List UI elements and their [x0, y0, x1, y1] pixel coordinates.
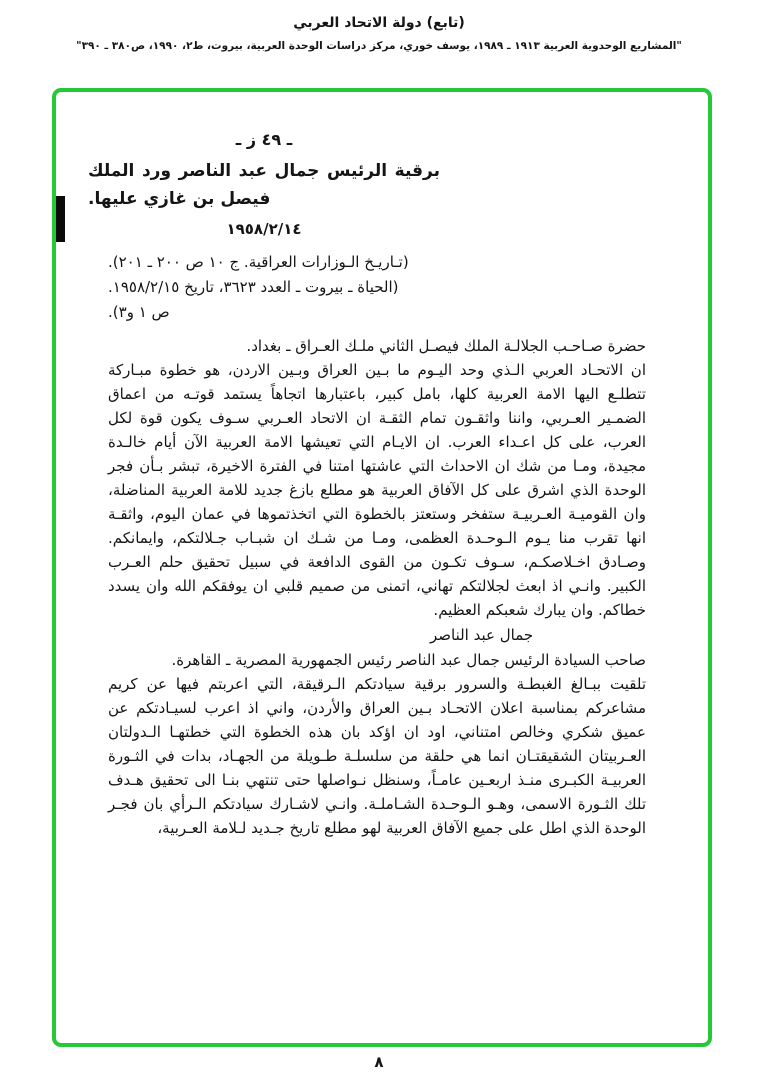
document-title: برقية الرئيس جمال عبد الناصر ورد الملك فيصل بن غازي عليها. [88, 161, 440, 209]
signature-nasser: جمال عبد الناصر [430, 626, 534, 645]
scan-artifact [56, 196, 65, 242]
document-content [56, 92, 708, 1043]
reference-line: ص ١ و٣). [108, 303, 170, 322]
paragraph-salutation: حضرة صـاحـب الجلالـة الملك فيصـل الثاني ملـك العـراق ـ بغداد. [246, 337, 646, 356]
header-title: (تابع) دولة الاتحاد العربي [293, 15, 465, 31]
page-number: ٨ [374, 1053, 384, 1071]
references [108, 250, 646, 325]
reference-line: (تـاريـخ الـوزارات العراقية. ج ١٠ ص ٢٠٠ ـ ٢٠١). [108, 253, 409, 272]
section-number: ـ ٤٩ ز ـ [235, 130, 293, 149]
page-footer [0, 1052, 758, 1071]
page-header [0, 0, 758, 52]
document-frame [52, 88, 712, 1047]
header-citation: "المشاريع الوحدوية العربية ١٩١٣ ـ ١٩٨٩، يوسف خوري، مركز دراسات الوحدة العربية، بيروت، ط٢، ١٩٩٠، ص٣٨٠ ـ ٣٩٠" [76, 40, 682, 52]
paragraph-reply-body: تلقيت ببـالغ الغبطـة والسرور برقية سيادتكم الـرقيقة، التي اعربتم فيها عن كريم مشاعركم بمناسبة اعلان الاتحـاد بـين العراق والأردن، واني اذ اعرب لسيـادتكم عن عميق شكري وخالص امتناني، اود ان اؤكد بان هذه الخطوة التي خطتهـا الـدولتان العـربيتان الشقيقتـان انما هي حلقة من سلسلـة طـويلة من الجهـاد، بدات في الثـورة العربيـة الكبـرى منـذ اربعـين عامـاً، وسنظل نـواصلها حتى تنتهي بنـا الى تحقيق هـدف تلك الثـورة الاسمى، وهـو الـوحـدة الشـاملـة. وانـي لاشـارك سيادتكم الـرأي بان فجـر الوحدة الذي اطل على جميع الآفاق العربية لهو مطلع تاريخ جـديد لـلامة العـربية، [108, 675, 646, 838]
paragraph-telegram-body: ان الاتحـاد العربي الـذي وحد اليـوم ما بـين العراق وبـين الاردن، هو خطوة مبـاركة تتطلـع اليها الامة العربية كلها، بامل كبير، باعتبارها اتجاهاً يستمد قوتـه من اعماق الضمـير العـربي، واننا واثقـون تمام الثقـة ان الاتحاد العـربي سـوف يكون قوة لكل العرب، على كل اعـداء العرب. ان الايـام التي تعيشها الامة العربية الآن أيام خالـدة مجيدة، ومـا من شك ان الاحداث التي عاشتها امتنا في الفترة الاخيرة، تبشر بـأن فجر الوحدة الذي اشرق على كل الآفاق العربية هو مطلع بازغ جديد للامة العربية المناضلة، وان القوميـة العـربيـة ستفخر وستعتز بالخطوة التي اتخذتموها في عمان اليوم، واثقـة انها تقرب منا يـوم الـوحـدة العظمى، ومـا من شـك ان شبـاب جـلالتكم، وايمانكم. وصـادق اخـلاصكـم، سـوف تكـون من القوى الدافعة في سبيل تحقيق حلم العـرب الكبير. وانـي اذ ابعث لجلالتكم تهاني، اتمنى من صميم قلبي ان يوفقكم الله وان يسدد خطاكم. وان يبارك شعبكم العظيم. [108, 361, 646, 620]
reference-line: (الحياة ـ بيروت ـ العدد ٣٦٢٣، تاريخ ١٩٥٨/٢/١٥. [108, 278, 399, 297]
paragraph-reply-salutation: صاحب السيادة الرئيس جمال عبد الناصر رئيس الجمهورية المصرية ـ القاهرة. [171, 651, 646, 670]
heading-block [88, 130, 440, 238]
document-date: ١٩٥٨/٢/١٤ [226, 220, 302, 239]
